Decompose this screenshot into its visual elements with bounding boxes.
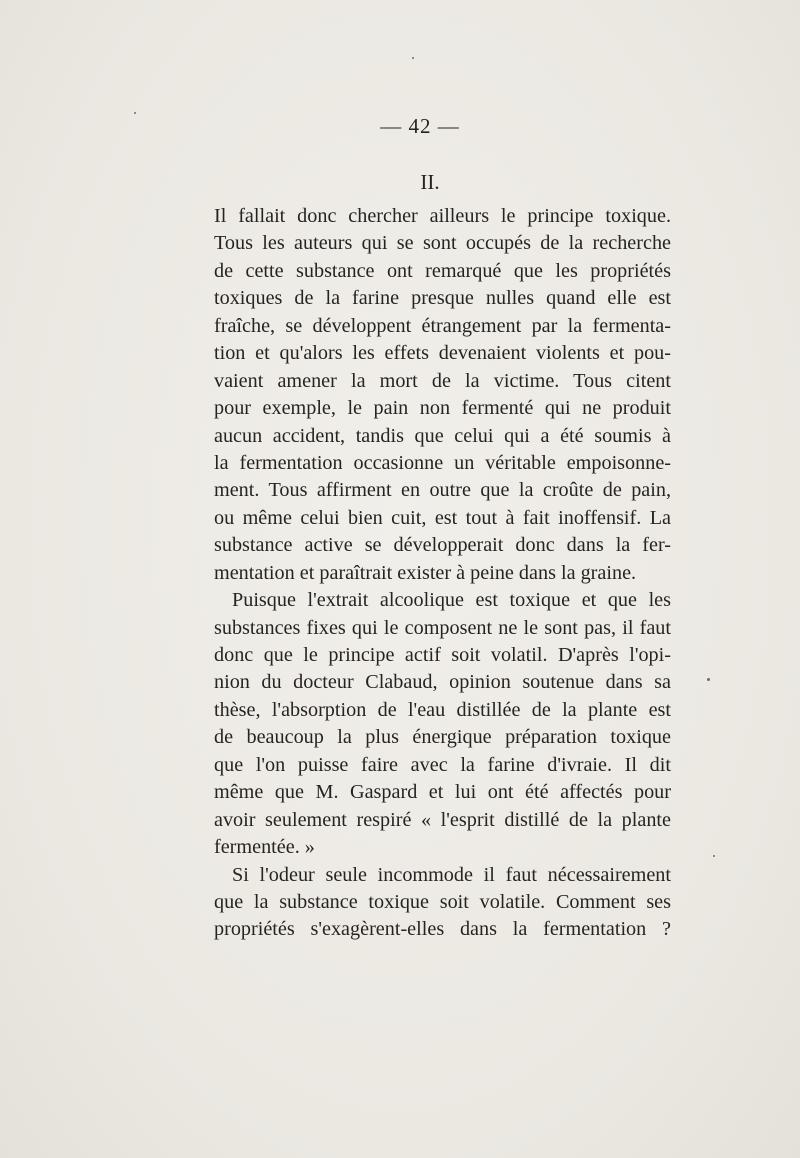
text-line: substances fixes qui le composent ne le sont pas, il faut xyxy=(214,616,671,639)
section-heading: II. xyxy=(420,170,440,194)
text-line: nion du docteur Clabaud, opinion soutenue dans sa xyxy=(214,671,671,694)
text-line: propriétés s'exagèrent-elles dans la fermentation ? xyxy=(214,918,671,941)
text-line: ou même celui bien cuit, est tout à fait inoffensif. La xyxy=(214,506,671,529)
text-line: pour exemple, le pain non fermenté qui ne produit xyxy=(214,397,671,420)
text-line: Puisque l'extrait alcoolique est toxique et que les xyxy=(232,589,671,612)
text-line: avoir seulement respiré « l'esprit distillé de la plante xyxy=(214,808,671,831)
paper-speck xyxy=(713,855,715,857)
text-line: ment. Tous affirment en outre que la croûte de pain, xyxy=(214,479,671,502)
text-line: de beaucoup la plus énergique préparation toxique xyxy=(214,726,671,749)
text-line: de cette substance ont remarqué que les propriétés xyxy=(214,259,671,282)
text-line: Il fallait donc chercher ailleurs le principe toxique. xyxy=(214,205,671,227)
paper-speck xyxy=(134,112,136,114)
text-line: que la substance toxique soit volatile. Comment ses xyxy=(214,890,671,913)
paper-speck xyxy=(412,57,414,59)
text-line: toxiques de la farine presque nulles quand elle est xyxy=(214,287,671,310)
text-line: substance active se développerait donc dans la fer- xyxy=(214,534,671,557)
body-text xyxy=(214,203,671,944)
text-line: thèse, l'absorption de l'eau distillée de la plante est xyxy=(214,698,671,721)
text-line: mentation et paraîtrait exister à peine dans la graine. xyxy=(214,561,637,584)
text-line: même que M. Gaspard et lui ont été affectés pour xyxy=(214,781,671,804)
text-line: fraîche, se développent étrangement par la fermenta- xyxy=(214,314,671,337)
text-line: vaient amener la mort de la victime. Tous citent xyxy=(214,369,671,392)
text-line: tion et qu'alors les effets devenaient violents et pou- xyxy=(214,342,671,365)
text-line: fermentée. » xyxy=(214,836,315,859)
text-line: donc que le principe actif soit volatil. D'après l'opi- xyxy=(214,644,671,666)
paper-speck xyxy=(707,678,710,681)
text-line: Tous les auteurs qui se sont occupés de la recherche xyxy=(214,232,671,255)
page-number: — 42 — xyxy=(380,114,460,138)
text-line: aucun accident, tandis que celui qui a été soumis à xyxy=(214,424,671,447)
text-line: la fermentation occasionne un véritable empoisonne- xyxy=(214,451,671,474)
text-line: que l'on puisse faire avec la farine d'ivraie. Il dit xyxy=(214,753,671,776)
text-line: Si l'odeur seule incommode il faut nécessairement xyxy=(232,863,671,886)
